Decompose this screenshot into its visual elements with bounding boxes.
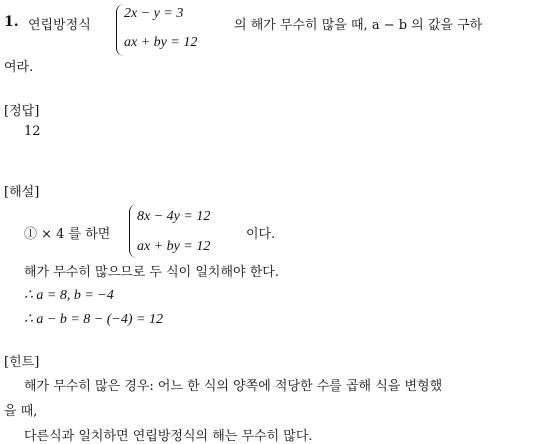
problem-equation-1: 2x − y = 3 — [124, 6, 184, 21]
answer-value: 12 — [24, 124, 41, 139]
problem-text-continued: 여라. — [4, 60, 34, 75]
solution-line4: ∴ a − b = 8 − (−4) = 12 — [24, 312, 163, 327]
problem-equation-2: ax + by = 12 — [124, 35, 198, 50]
solution-equation-2: ax + by = 12 — [137, 239, 211, 254]
hint-line1: 해가 무수히 많은 경우: 어느 한 식의 양쪽에 적당한 수를 곱해 식을 변형했 — [24, 379, 443, 394]
answer-label: [정답] — [4, 104, 40, 119]
solution-line1-before: ① × 4 를 하면 — [24, 227, 111, 242]
hint-label: [힌트] — [4, 355, 40, 370]
solution-line3: ∴ a = 8, b = −4 — [24, 288, 114, 303]
solution-line1-after: 이다. — [246, 227, 276, 242]
hint-line2: 을 때, — [4, 404, 38, 419]
solution-equation-1: 8x − 4y = 12 — [137, 209, 211, 224]
problem-number: 1. — [4, 14, 19, 30]
problem-text-before: 연립방정식 — [28, 18, 91, 33]
hint-line3: 다른식과 일치하면 연립방정식의 해는 무수히 많다. — [24, 429, 313, 444]
problem-text-after: 의 해가 무수히 많을 때, a − b 의 값을 구하 — [234, 18, 483, 33]
solution-label: [해설] — [4, 185, 40, 200]
solution-line2: 해가 무수히 많으므로 두 식이 일치해야 한다. — [24, 265, 279, 280]
